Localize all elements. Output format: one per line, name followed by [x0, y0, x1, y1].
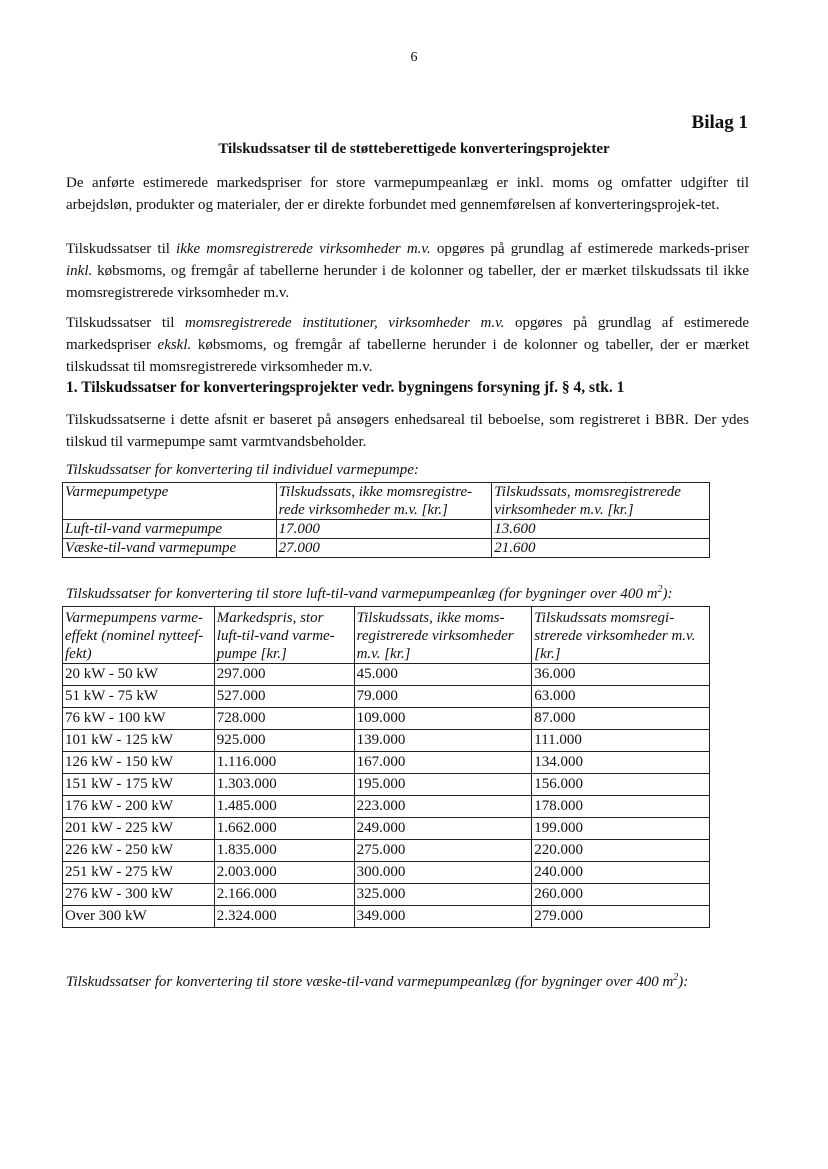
table-cell: 240.000: [532, 862, 710, 884]
table-cell: 2.166.000: [214, 884, 354, 906]
table-cell: 63.000: [532, 686, 710, 708]
table-cell: Over 300 kW: [63, 906, 215, 928]
section-heading: 1. Tilskudssatser for konverteringsprojekter vedr. bygningens forsyning jf. § 4, stk. 1: [66, 379, 625, 396]
table-cell: 220.000: [532, 840, 710, 862]
table-cell: 195.000: [354, 774, 532, 796]
table-header-cell: Tilskudssats, ikke momsregistre-rede virksomheder m.v. [kr.]: [276, 483, 492, 520]
appendix-label: Bilag 1: [691, 112, 748, 133]
table-cell: 134.000: [532, 752, 710, 774]
table-body: [63, 664, 710, 928]
table-cell: 2.324.000: [214, 906, 354, 928]
table-row: [63, 774, 710, 796]
text-span: opgøres på grundlag af estimerede markedspriser: [66, 315, 750, 353]
table-row: [63, 906, 710, 928]
document-title: Tilskudssatser til de støtteberettigede konverteringsprojekter: [218, 141, 610, 157]
individual-heatpump-table: [62, 482, 710, 558]
superscript: 2: [657, 584, 663, 595]
paragraph-basis: Tilskudssatserne i dette afsnit er baseret på ansøgers enhedsareal til beboelse, som registreret i BBR. Der ydes tilskud til varmepumpe samt varmtvandsbeholder.: [66, 412, 749, 450]
text-span: opgøres på grundlag af estimerede markeds-priser: [430, 241, 749, 257]
table-row: [63, 664, 710, 686]
table-header-cell: Varmepumpens varme-effekt (nominel nytteef-fekt): [63, 607, 215, 664]
table-cell: 925.000: [214, 730, 354, 752]
table-cell: 260.000: [532, 884, 710, 906]
table-row: [63, 796, 710, 818]
table-cell: 251 kW - 275 kW: [63, 862, 215, 884]
table-cell: 226 kW - 250 kW: [63, 840, 215, 862]
table-cell: 79.000: [354, 686, 532, 708]
table-row: [63, 840, 710, 862]
table-header-cell: Varmepumpetype: [63, 483, 277, 520]
table-cell: 223.000: [354, 796, 532, 818]
caption-text: Tilskudssatser for konvertering til store væske-til-vand varmepumpeanlæg (for bygninger over 400 m: [66, 974, 674, 990]
caption-text: ):: [678, 974, 689, 990]
table-cell: 527.000: [214, 686, 354, 708]
paragraph-intro: De anførte estimerede markedspriser for store varmepumpeanlæg er inkl. moms og omfatter udgifter til arbejdsløn, produkter og materialer, der er direkte forbundet med gennemførelsen af konverteringsprojek-tet.: [66, 175, 749, 213]
air-to-water-table: [62, 606, 710, 928]
table-cell: 27.000: [276, 539, 492, 558]
table-cell: 21.600: [492, 539, 710, 558]
table-cell: 156.000: [532, 774, 710, 796]
text-span: købsmoms, og fremgår af tabellerne herunder i de kolonner og tabeller, der er mærket tilskudssat til momsregistrerede virksomheder m.v.: [66, 337, 749, 375]
emphasis-text: ekskl.: [157, 337, 192, 353]
table-cell: 87.000: [532, 708, 710, 730]
table-cell: 20 kW - 50 kW: [63, 664, 215, 686]
table-cell: 151 kW - 175 kW: [63, 774, 215, 796]
table-cell: 178.000: [532, 796, 710, 818]
table-cell: 2.003.000: [214, 862, 354, 884]
caption-text: ):: [662, 586, 673, 602]
table-cell: 111.000: [532, 730, 710, 752]
table-row: [63, 708, 710, 730]
text-span: købsmoms, og fremgår af tabellerne herunder i de kolonner og tabeller, der er mærket tilskudssats til ikke momsregistrerede virksomheder m.v.: [66, 263, 749, 301]
table-cell: 199.000: [532, 818, 710, 840]
page-number: 6: [410, 50, 418, 65]
table-cell: 275.000: [354, 840, 532, 862]
table3-caption: [66, 974, 688, 991]
table-cell: 300.000: [354, 862, 532, 884]
table2-caption: [66, 586, 672, 603]
table-header-cell: Tilskudssats momsregi-strerede virksomheder m.v. [kr.]: [532, 607, 710, 664]
table-cell: 45.000: [354, 664, 532, 686]
table-header-cell: Tilskudssats, momsregistrerede virksomheder m.v. [kr.]: [492, 483, 710, 520]
table-cell: 1.662.000: [214, 818, 354, 840]
table-row: [63, 884, 710, 906]
table-cell: 167.000: [354, 752, 532, 774]
table-header-cell: Tilskudssats, ikke moms-registrerede virksomheder m.v. [kr.]: [354, 607, 532, 664]
table-cell: 36.000: [532, 664, 710, 686]
emphasis-text: inkl.: [66, 263, 93, 279]
table-cell: 176 kW - 200 kW: [63, 796, 215, 818]
table-cell: 1.835.000: [214, 840, 354, 862]
table-cell: 101 kW - 125 kW: [63, 730, 215, 752]
table-cell: 276 kW - 300 kW: [63, 884, 215, 906]
emphasis-text: momsregistrerede institutioner, virksomheder m.v.: [185, 315, 505, 331]
table-cell: 1.485.000: [214, 796, 354, 818]
table-cell: 76 kW - 100 kW: [63, 708, 215, 730]
table-cell: 297.000: [214, 664, 354, 686]
table-row: [63, 752, 710, 774]
table-cell: 1.116.000: [214, 752, 354, 774]
table-row: [63, 686, 710, 708]
table-header-cell: Markedspris, stor luft-til-vand varme-pumpe [kr.]: [214, 607, 354, 664]
table-cell: 728.000: [214, 708, 354, 730]
table-cell: 51 kW - 75 kW: [63, 686, 215, 708]
table-cell: 13.600: [492, 520, 710, 539]
table-cell: 1.303.000: [214, 774, 354, 796]
caption-text: Tilskudssatser for konvertering til store luft-til-vand varmepumpeanlæg (for bygninger over 400 m: [66, 586, 658, 602]
table-cell: 17.000: [276, 520, 492, 539]
table-row: [63, 730, 710, 752]
table-cell: Væske-til-vand varmepumpe: [63, 539, 277, 558]
table1-caption: Tilskudssatser for konvertering til individuel varmepumpe:: [66, 462, 419, 478]
paragraph-vat: [66, 312, 749, 378]
table-cell: 249.000: [354, 818, 532, 840]
table-cell: 109.000: [354, 708, 532, 730]
emphasis-text: ikke momsregistrerede virksomheder m.v.: [176, 241, 431, 257]
table-cell: Luft-til-vand varmepumpe: [63, 520, 277, 539]
superscript: 2: [673, 972, 679, 983]
table-header-row: [63, 607, 710, 664]
table-row: [63, 862, 710, 884]
table-cell: 325.000: [354, 884, 532, 906]
table-cell: 279.000: [532, 906, 710, 928]
text-span: Tilskudssatser til: [66, 241, 177, 257]
text-span: Tilskudssatser til: [66, 315, 186, 331]
table-cell: 126 kW - 150 kW: [63, 752, 215, 774]
table-row: [63, 818, 710, 840]
table-cell: 201 kW - 225 kW: [63, 818, 215, 840]
paragraph-non-vat: [66, 238, 749, 304]
table-cell: 349.000: [354, 906, 532, 928]
table-cell: 139.000: [354, 730, 532, 752]
table-header-row: [63, 483, 710, 520]
table-row: [63, 539, 710, 558]
table-row: [63, 520, 710, 539]
